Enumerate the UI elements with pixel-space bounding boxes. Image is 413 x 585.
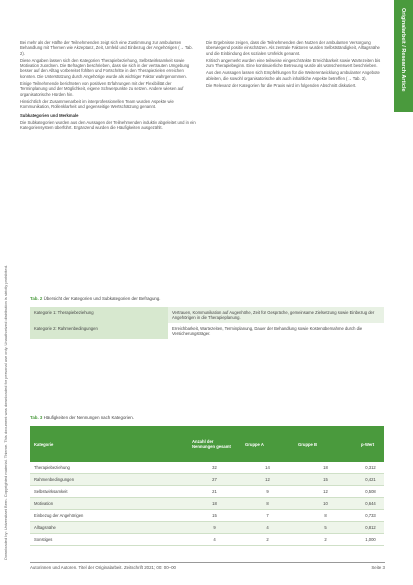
paragraph: Die Subkategorien wurden aus den Aussagen der Teilnehmenden induktiv abgeleitet und in ein Kategoriensystem überführt. Ergänzend wurden die Häufigkeiten ausgezählt.	[20, 119, 196, 131]
subheading: Subkategorien und Merkmale	[20, 112, 79, 118]
paragraph: Einige Teilnehmende berichteten von positiven Erfahrungen mit der Flexibilität der Terminplanung und der Möglichkeit, eigene Schwerpunkte zu setzen. Andere wiesen auf organisatorische Hürden hin.	[20, 81, 184, 97]
table1-number: Tab. 2	[30, 296, 43, 301]
table-cell: 32	[188, 462, 241, 474]
paragraph: Diese Angaben lassen sich den Kategorien Therapiebeziehung, Selbstwirksamkeit sowie Motivation zuordnen. Die Befragten beschrieben, dass sie sich in der vertrauten Umgebung besser auf den Alltag vorbereitet fühlten und Fortschritte in den Therapiezielen erreichen konnten. Die Unterstützung durch Angehörige wurde als wichtiger Faktor wahrgenommen.	[20, 57, 190, 79]
column-header: p-Wert	[357, 426, 384, 462]
table-row	[30, 323, 384, 339]
section-tab	[394, 0, 413, 112]
table-header-row	[30, 426, 384, 462]
table-cell: Alltagsnähe	[30, 522, 188, 534]
table-cell: Kategorie 2: Rahmenbedingungen	[30, 323, 168, 339]
column-header: Gruppe B	[294, 426, 357, 462]
table1	[30, 307, 384, 339]
footer-citation: Autorinnen und Autoren. Titel der Originalarbeit. Zeitschrift 2021; 00: 00–00	[30, 565, 176, 570]
table-cell: 2	[294, 534, 357, 546]
paragraph: Die Ergebnisse zeigen, dass die Teilnehmenden den Nutzen der ambulanten Versorgung überwiegend positiv einschätzen. Als zentrale Faktoren wurden Selbstständigkeit, Alltagsnähe und die Einbindung des sozialen Umfelds genannt.	[206, 40, 380, 56]
table-row	[30, 462, 384, 474]
table1-caption-text: Übersicht der Kategorien und Subkategorien der Befragung.	[43, 296, 161, 301]
section-tab-label: Originalarbeit / Research Article	[400, 8, 406, 92]
table-cell: Vertrauen, Kommunikation auf Augenhöhe, Zeit für Gespräche, gemeinsame Zielsetzung sowie Einbezug der Angehörigen in die Therapieplanung.	[168, 307, 384, 323]
table-cell: Kategorie 1: Therapiebeziehung	[30, 307, 168, 323]
table-cell: 15	[188, 510, 241, 522]
table-cell: 15	[294, 474, 357, 486]
table2-body	[30, 462, 384, 546]
table-cell: 0,312	[357, 462, 384, 474]
table-row	[30, 307, 384, 323]
column-header: Kategorie	[30, 426, 188, 462]
table-row	[30, 534, 384, 546]
column-left	[20, 40, 198, 132]
side-copyright-text: Downloaded by: Universitaet Bern. Copyrighted material. Thieme. This document was downloaded for personal use only. Unauthorized distribution is strictly prohibited.	[3, 264, 8, 560]
paragraph: Kritisch angemerkt wurden eine teilweise eingeschränkte Erreichbarkeit sowie Wartezeiten bis zum Therapiebeginn. Eine kontinuierliche Betreuung wurde als wünschenswert beschrieben.	[206, 57, 381, 69]
table-cell: 4	[241, 522, 294, 534]
table-cell: Sonstiges	[30, 534, 188, 546]
table-cell: 1,000	[357, 534, 384, 546]
footer-page-number: Seite 3	[371, 565, 385, 570]
table2-caption-text: Häufigkeiten der Nennungen nach Kategorien.	[43, 415, 134, 420]
table-cell: 14	[241, 462, 294, 474]
table-cell: 9	[241, 486, 294, 498]
table-row	[30, 510, 384, 522]
table-cell: 8	[241, 498, 294, 510]
table2-number: Tab. 3	[30, 415, 43, 420]
column-header: Gruppe A	[241, 426, 294, 462]
table-cell: 0,421	[357, 474, 384, 486]
table-row	[30, 486, 384, 498]
table-cell: 0,644	[357, 498, 384, 510]
table-cell: 12	[294, 486, 357, 498]
table-row	[30, 474, 384, 486]
table-cell: 10	[294, 498, 357, 510]
paragraph: Hinsichtlich der Zusammenarbeit im interprofessionellen Team wurden Aspekte wie Kommunikation, Rollenklarheit und gegenseitige Wertschätzung genannt.	[20, 98, 174, 110]
table-cell: 18	[294, 462, 357, 474]
table-cell: 12	[241, 474, 294, 486]
table-cell: 27	[188, 474, 241, 486]
table-cell: Motivation	[30, 498, 188, 510]
paragraph: Bei mehr als der Hälfte der Teilnehmenden zeigt sich eine Zustimmung zur ambulanten Behandlung mit Themen wie Akzeptanz, Zeit, Umfeld und Einbezug der Angehörigen (→ Tab. 2).	[20, 40, 193, 56]
table-cell: Einbezug der Angehörigen	[30, 510, 188, 522]
table-cell: 0,733	[357, 510, 384, 522]
table-cell: 9	[188, 522, 241, 534]
column-header: Anzahl der Nennungen gesamt	[188, 426, 241, 462]
table-row	[30, 498, 384, 510]
column-right	[206, 40, 384, 90]
table-row	[30, 522, 384, 534]
page-footer	[30, 562, 385, 570]
paragraph: Die Relevanz der Kategorien für die Praxis wird im folgenden Abschnitt diskutiert.	[206, 83, 357, 89]
table-cell: 18	[188, 498, 241, 510]
table-cell: Selbstwirksamkeit	[30, 486, 188, 498]
table2-caption	[30, 415, 134, 420]
table-cell: Therapiebeziehung	[30, 462, 188, 474]
table-cell: Erreichbarkeit, Wartezeiten, Terminplanung, Dauer der Behandlung sowie Kostenübernahme durch die Versicherungsträger.	[168, 323, 384, 339]
table-cell: 21	[188, 486, 241, 498]
table-cell: 2	[241, 534, 294, 546]
table-cell: 0,812	[357, 522, 384, 534]
table-cell: 0,508	[357, 486, 384, 498]
table-cell: 4	[188, 534, 241, 546]
side-copyright	[3, 40, 15, 560]
table-cell: 5	[294, 522, 357, 534]
table1-caption	[30, 296, 161, 301]
table-cell: 7	[241, 510, 294, 522]
paragraph: Aus den Aussagen lassen sich Empfehlungen für die Weiterentwicklung ambulanter Angebote ableiten, die sowohl organisatorische als auch inhaltliche Aspekte betreffen (→ Tab. 3).	[206, 70, 380, 81]
table2	[30, 426, 384, 546]
table-cell: 8	[294, 510, 357, 522]
table-cell: Rahmenbedingungen	[30, 474, 188, 486]
